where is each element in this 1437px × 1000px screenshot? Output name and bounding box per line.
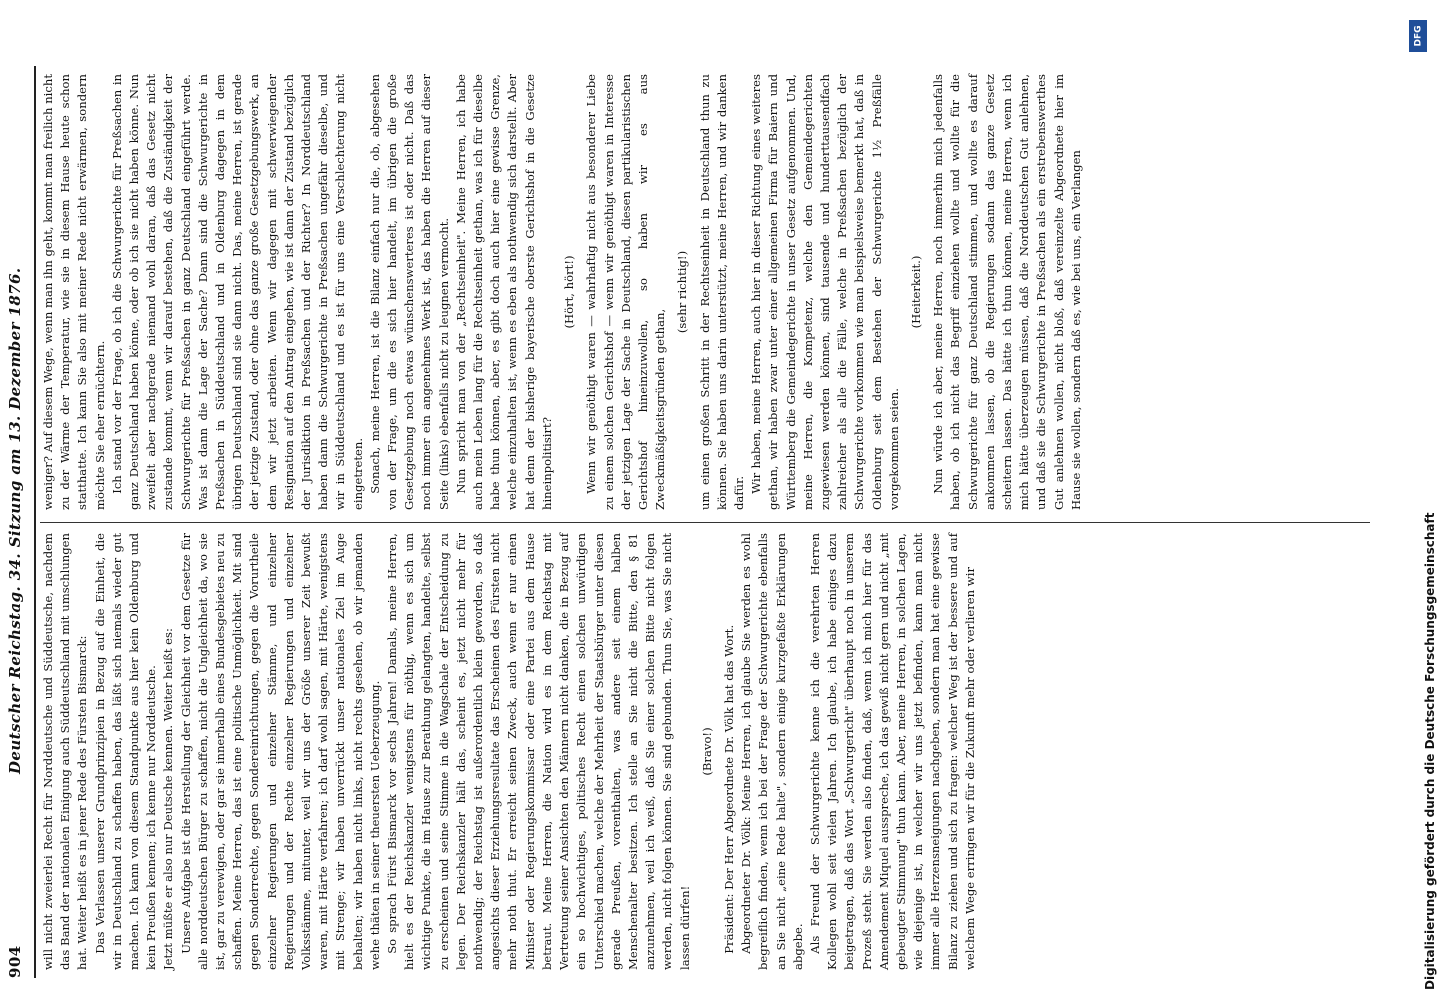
paragraph: Unsere Aufgabe ist die Herstellung der Gleichheit vor dem Gesetze für alle norddeutschen Bürger zu schaffen, nicht die Ungleichheit da, wo sie ist, gar zu verewigen, oder gar sie innerhalb eines Bundesgebietes neu zu schaffen. Meine Herren, das ist eine politische Unmöglichkeit. Mit sind gegen Sonderrechte, gegen Sondereinrichtungen, gegen die Vorurtheile einzelner Regierungen und einzelner Stämme, und einzelner Regierungen und der Rechte einzelner Regierungen und einzelner Volksstämme, mitunter, weil wir uns der Größe unserer Zeit bewußt waren, mit Härte verfahren; ich darf wohl sagen, mit Härte, wenigstens mit Strenge; wir haben unverrückt unser nationales Ziel im Auge behalten; wir haben nicht links, nicht rechts gesehen, ob wir jemanden wehe thäten in seiner theuersten Ueberzeugung.	[178, 533, 382, 970]
dfg-logo-text: DFG	[1413, 25, 1424, 47]
left-column	[40, 522, 1370, 978]
paragraph: Nun würde ich aber, meine Herren, noch immerhin mich jedenfalls haben, ob ich nicht das Begriff einziehen wollte und wollte für die Schwurgerichte für ganz Deutschland stimmen, und wollte es darauf ankommen lassen, ob die Regierungen sodann das ganze Gesetz scheitern lassen. Das hätte ich thun können, meine Herren, wenn ich mich hätte überzeugen müssen, daß die Norddeutschen Gut anlehnen, und daß sie die Schwurgerichte in Preßsachen als ein erstrebenswerthes Gut anlehnen wollen, nicht bloß, daß vereinzelte Abgeordnete hier im Hause sie wollen, sondern daß es, wie bei uns, ein Verlangen	[931, 74, 1083, 510]
credit-text: Digitalisierung gefördert durch die Deutsche Forschungsgemeinschaft	[1423, 512, 1437, 990]
interjection: (Bravo!)	[699, 727, 714, 776]
header-rule	[34, 66, 36, 978]
speaker-paragraph: Präsident: Der Herr Abgeordnete Dr. Völk hat das Wort.	[721, 624, 736, 954]
paragraph: um einen großen Schritt in der Rechtseinheit in Deutschland thun zu können. Sie haben uns darin unterstützt, meine Herren, und wir danken dafür.	[697, 74, 746, 510]
speaker-paragraph: Abgeordneter Dr. Völk: Meine Herren, ich glaube Sie werden es wohl begreiflich finden, wenn ich bei der Frage der Schwurgerichte ebenfalls an Sie nicht „eine Rede halte", sondern einige kurzgefaßte Erklärungen abgebe.	[739, 533, 805, 970]
paragraph: Wir haben, meine Herren, auch hier in dieser Richtung eines weiteres gethan, wir haben zwar unter einer allgemeinen Firma für Baiern und Württemberg die Gemeindegerichte in unser Gesetz aufgenommen. Und, meine Herren, die Kompetenz, welche den Gemeindegerichten zugewiesen werden können, sind tausende und hunderttausendfach zahlreicher als alle die Fälle, welche in Preßsachen bezüglich der Schwurgerichte vorkommen wie man beispielsweise bemerkt hat, daß in Oldenburg seit dem Bestehen der Schwurgerichte 1½ Preßfälle vorgekommen seien.	[749, 74, 901, 510]
interjection: (sehr richtig!)	[675, 250, 690, 334]
page-title: Deutscher Reichstag. 34. Sitzung am 13. Dezember 1876.	[6, 267, 24, 774]
page-header	[6, 66, 32, 978]
paragraph: Jetzt müßte er also nur Deutsche kennen. Weiter heißt es:	[161, 628, 176, 970]
page-number: 904	[6, 945, 24, 978]
right-column	[40, 66, 1370, 522]
paragraph: Sonach, meine Herren, ist die Bilanz einfach nur die, ob, abgesehen von der Frage, um die es sich hier handelt, im übrigen die große Gesetzgebung noch etwas wünschenswerteres ist oder nicht. Daß das noch immer ein angenehmes Werk ist, das haben die Herren auf dieser Seite (links) ebenfalls nicht zu leugnen vermocht.	[367, 74, 451, 510]
paragraph: Nun spricht man von der „Rechtseinheit". Meine Herren, ich habe auch mein Leben lang für die Rechtseinheit gethan, was ich für dieselbe habe thun können, aber, es gibt doch auch hier eine gewisse Grenze, welche einzuhalten ist, wenn es eben als nothwendig sich darstellt. Aber hat denn der bisherige bayerische oberste Gerichtshof in die Gesetze hineinpolitisirt?	[453, 74, 554, 510]
paragraph: So sprach Fürst Bismarck vor sechs Jahren! Damals, meine Herren, hielt es der Reichskanzler wenigstens für nöthig, wenn es sich um wichtige Punkte, die im Hause zur Berathung gelangten, handelte, selbst zu erscheinen und seine Stimme in die Wagschale der Entscheidung zu legen. Der Reichskanzler hält das, scheint es, jetzt nicht mehr für nothwendig; der Reichstag ist außerordentlich klein geworden, so daß angesichts dieser Erziehungsresultate das Erscheinen des Fürsten nicht mehr noth thut. Er erreicht seinen Zweck, auch wenn er nur einen Minister oder Regierungskommissar oder eine Partei aus dem Hause betraut. Meine Herren, die Nation wird es in dem Reichstag mit Vertretung seiner Ansichten den Männern nicht danken, die in Bezug auf ein so hochwichtiges, politisches Recht einen solchen unwürdigen Unterschied machen, welche der Mehrheit der Staatsbürger unter diesen gerade Preußen, vorenthalten, was andere seit einem halben Menschenalter besitzen. Ich stelle an Sie nicht die Bitte, den § 81 anzunehmen, weil ich weiß, daß Sie einer solchen Bitte nicht folgen werden, nicht folgen können. Sie sind gebunden. Thun Sie, was Sie nicht lassen dürfen!	[385, 533, 692, 970]
text-columns	[40, 66, 1370, 978]
newspaper-page	[0, 40, 1395, 1000]
interjection: (Heiterkeit.)	[908, 255, 923, 329]
interjection: (Hört, hört!)	[562, 255, 577, 329]
paragraph: Als Freund der Schwurgerichte kenne ich die verehrten Herren Kollegen wohl seit vielen Jahren. Ich glaube, ich habe einiges dazu beigetragen, daß das Wort „Schwurgericht" überhaupt noch in unserem Prozeß steht. Sie werden also finden, daß, wenn ich mich hier für das Amendement Miquel ausspreche, ich das gewiß nicht gern und nicht „mit gebeugter Stimmung" thun kann. Aber, meine Herren, in solchen Lagen, wie diejenige ist, in welcher wir uns jetzt befinden, kann man nicht immer alle Herzensneigungen nachgeben, sondern man hat eine gewisse Bilanz zu ziehen und sich zu fragen: welcher Weg ist der bessere und auf welchem Wege erringen wir für die Zukunft mehr oder verlieren wir	[807, 533, 977, 970]
paragraph: will nicht zweierlei Recht für Norddeutsche und Süddeutsche, nachdem das Band der nationalen Einigung auch Süddeutschland mit umschlungen hat. Weiter heißt es in jener Rede des Fürsten Bismarck:	[41, 533, 90, 970]
paragraph: Wenn wir genöthigt waren — wahrhaftig nicht aus besonderer Liebe zu einem solchen Gerichtshof — wenn wir genöthigt waren in Interesse der jetzigen Lage der Sache in Deutschland, diesen partikularistischen Gerichtshof hineinzuwollen, so haben wir es aus Zweckmäßigkeitsgründen gethan,	[584, 74, 668, 510]
paragraph: Ich stand vor der Frage, ob ich die Schwurgerichte für Preßsachen in ganz Deutschland haben könne, oder ob ich sie nicht haben könne. Nun zweifelt aber nachgerade niemand wohl daran, daß das Gesetz nicht zustande kommt, wenn wir darauf bestehen, daß die Zuständigkeit der Schwurgerichte für Preßsachen in ganz Deutschland eingeführt werde. Was ist dann die Lage der Sache? Dann sind die Schwurgerichte in Preßsachen in Süddeutschland und in Oldenburg dagegen in dem übrigen Deutschland sind sie dann nicht. Das, meine Herren, ist gerade der jetzige Zustand, oder ohne das ganze große Gesetzgebungswerk, an dem wir jetzt arbeiten. Wenn wir dagegen mit schwerwiegender Resignation auf den Antrag eingehen, wie ist dann der Zustand bezüglich der Jurisdiktion in Preßsachen und der Richter? In Norddeutschland haben dann die Schwurgerichte in Preßsachen ungefähr dieselbe, und wir in Süddeutschland und es ist für uns eine Verschlechterung nicht eingetreten.	[109, 74, 365, 510]
dfg-logo	[1409, 20, 1427, 52]
paragraph: weniger? Auf diesem Wege, wenn man ihn geht, kommt man freilich nicht zu der Wärme der Temperatur, wie sie in diesem Hause heute schon statthatte. Ich kann Sie also mit meiner Rede nicht erwärmen, sondern möchte Sie eher ernüchtern.	[41, 74, 107, 510]
paragraph: Das Verlassen unserer Grundprinzipien in Bezug auf die Einheit, die wir in Deutschland zu schaffen haben, das läßt sich niemals wieder gut machen. Ich kann von diesem Standpunkte aus hier kein Oldenburg und kein Preußen kennen; ich kenne nur Norddeutsche.	[92, 533, 159, 970]
digitization-credit	[1407, 0, 1437, 1000]
